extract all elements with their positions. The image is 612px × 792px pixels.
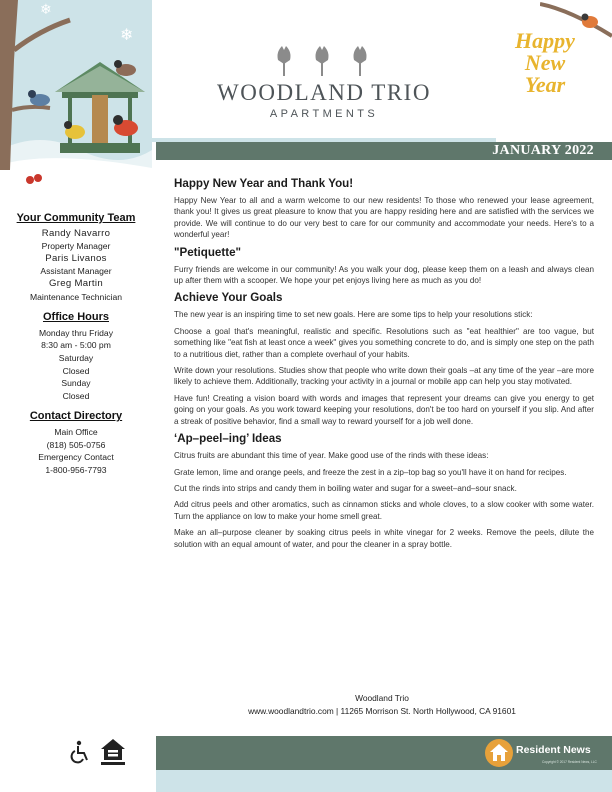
footer-contact <box>156 692 608 718</box>
logo-subtitle: APARTMENTS <box>269 108 379 120</box>
team-member-role: Maintenance Technician <box>29 291 123 302</box>
newsletter-body <box>174 177 594 555</box>
issue-date: JANUARY 2022 <box>492 143 594 158</box>
article-paragraph: Have fun! Creating a vision board with words and images that represent your dreams can give you energy to get going on your goals. As you work toward keeping your resolutions, don't be too hard on yourself if you slip. And after a streak of positive behavior, find a small way to reward yourself for a job well done. <box>174 393 594 426</box>
directory-line: (818) 505-0756 <box>46 439 106 450</box>
article-paragraph: Happy New Year to all and a warm welcome to our new residents! To those who renewed your lease agreement, thank you! It gives us great pleasure to know that you are happy residing here and are satisfied with the services we provide. We will continue to do our very best to care for our community and accommodate your needs. Here's to a wonderful year! <box>174 196 594 240</box>
svg-text:❄: ❄ <box>40 2 52 18</box>
birdfeeder-illustration <box>0 0 152 190</box>
footer-address[interactable]: www.woodlandtrio.com | 11265 Morrison St. North Hollywood, CA 91601 <box>248 706 516 716</box>
svg-text:❄: ❄ <box>120 25 134 44</box>
hours-line: Saturday <box>58 352 94 363</box>
directory-heading: Contact Directory <box>29 410 123 423</box>
team-member-name: Greg Martin <box>49 277 103 289</box>
happy-new-year-greeting <box>500 30 590 96</box>
hours-line: Closed <box>62 390 90 401</box>
article-title: Achieve Your Goals <box>174 291 283 305</box>
article-paragraph: Furry friends are welcome in our community! As you walk your dog, please keep them on a leash and always clean up after them with a scooper. We hope your pet enjoys living here as much as you do! <box>174 264 594 286</box>
tulip-logo-icon <box>272 42 376 78</box>
article-paragraph: Cut the rinds into strips and candy them in boiling water and sugar for a sweet–and–sour snack. <box>174 483 517 493</box>
team-member-name: Randy Navarro <box>41 227 111 239</box>
directory-line: Emergency Contact <box>38 452 114 463</box>
article-paragraph: The new year is an inspiring time to set new goals. Here are some tips to help your resolutions stick: <box>174 310 533 320</box>
article-paragraph: Citrus fruits are abundant this time of year. Make good use of the rinds with these ideas: <box>174 451 489 461</box>
accessibility-icon <box>68 740 92 764</box>
article-paragraph: Add citrus peels and other aromatics, such as cinnamon sticks and whole cloves, to a slow cooker with some water. Turn the appliance on low to make your home smell great. <box>174 500 594 521</box>
article-title: ‘Ap–peel–ing’ Ideas <box>174 432 282 446</box>
hours-line: Closed <box>62 365 90 376</box>
article-citrus <box>174 432 594 550</box>
article-paragraph: Make an all–purpose cleaner by soaking citrus peels in white vinegar for 2 weeks. Remove the peels, dilute the solution with an equal amount of water, and pour the cleaner in a spray bottle. <box>174 528 594 549</box>
article-title: "Petiquette" <box>174 245 242 259</box>
sidebar <box>0 212 152 476</box>
hours-heading: Office Hours <box>42 311 109 324</box>
article-title: Happy New Year and Thank You! <box>174 177 354 190</box>
article-petiquette <box>174 246 594 287</box>
team-member-role: Assistant Manager <box>40 266 112 277</box>
directory-line: 1-800-956-7793 <box>45 464 107 475</box>
team-member-role: Property Manager <box>41 241 111 252</box>
hours-line: Sunday <box>61 378 91 389</box>
article-new-year <box>174 177 594 241</box>
resident-news-brand: Resident News <box>516 744 591 756</box>
copyright-note: Copyright © 2017 Resident News, LLC <box>542 760 597 764</box>
article-paragraph: Write down your resolutions. Studies show that people who write down their goals –at any time of the year –are more likely to achieve them. Additionally, tracking your activity in a journal or mobile app can help you stay motivated. <box>174 366 594 387</box>
greeting-word-3: Year <box>524 72 566 97</box>
article-goals <box>174 291 594 427</box>
logo-title: WOODLAND TRIO <box>217 80 431 105</box>
hours-line: Monday thru Friday <box>38 327 114 338</box>
team-member-name: Paris Livanos <box>45 252 107 264</box>
hours-line: 8:30 am - 5:00 pm <box>41 340 111 351</box>
team-heading: Your Community Team <box>16 212 136 224</box>
resident-news-logo-icon <box>484 738 514 768</box>
greeting-word-1: Happy <box>515 28 575 53</box>
article-paragraph: Choose a goal that's meaningful, realistic and specific. Resolutions such as "eat healthier" are too vague, but something like "eat fish at least once a week" gives you something concrete to do, and is simply one step on the path to a nutritious diet, rather than a complete overhaul of your habits. <box>174 326 594 359</box>
footer-name: Woodland Trio <box>355 693 409 703</box>
greeting-word-2: New <box>524 50 566 75</box>
directory-line: Main Office <box>54 426 98 437</box>
article-paragraph: Grate lemon, lime and orange peels, and freeze the zest in a zip–top bag so you'll have it on hand for recipes. <box>174 467 567 477</box>
equal-housing-icon <box>100 738 126 766</box>
